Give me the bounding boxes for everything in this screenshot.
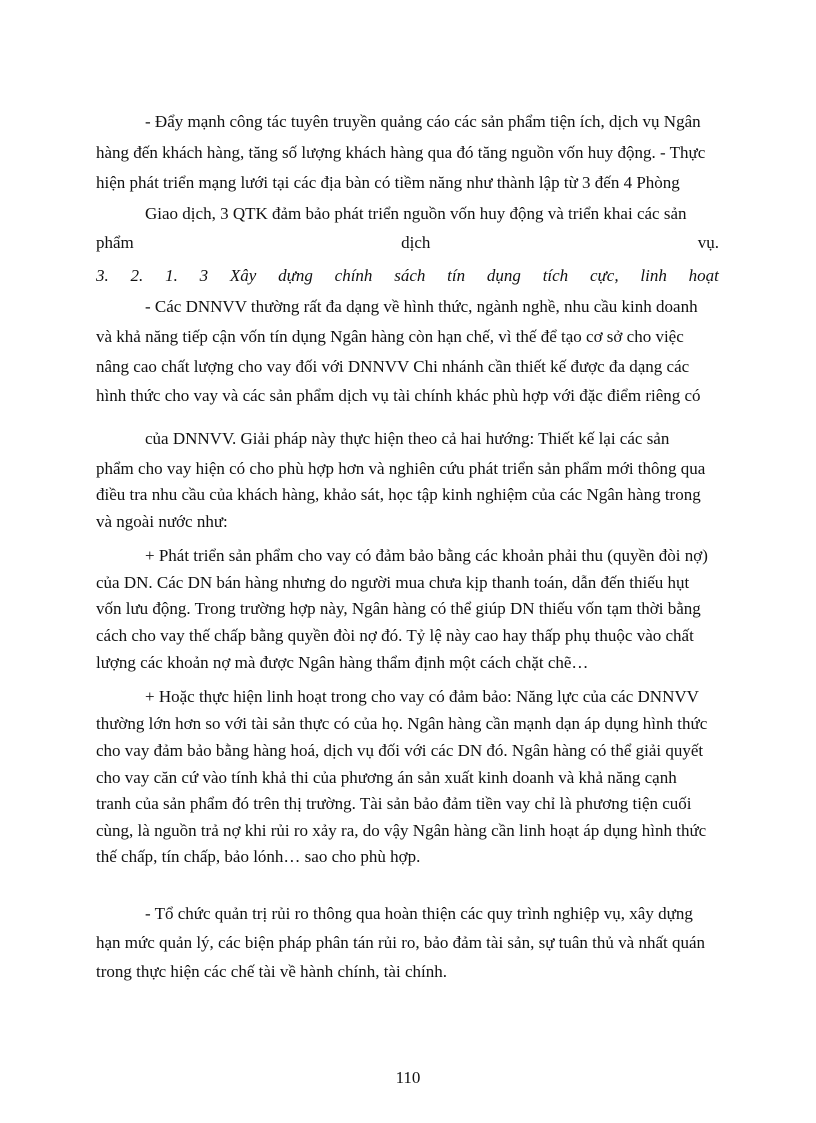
text-line: - Tổ chức quản trị rủi ro thông qua hoàn thiện các quy trình nghiệp vụ, xây dựng [145, 904, 693, 923]
word: phẩm [96, 233, 134, 252]
text-line: thế chấp, tín chấp, bảo lónh… sao cho phù hợp. [96, 847, 421, 866]
page-number: 110 [395, 1068, 421, 1087]
text-line: và khả năng tiếp cận vốn tín dụng Ngân hàng còn hạn chế, vì thế để tạo cơ sở cho việc [96, 327, 684, 346]
text-line: vốn lưu động. Trong trường hợp này, Ngân hàng có thể giúp DN thiếu vốn tạm thời bằng [96, 599, 701, 618]
heading-word: 3. [96, 266, 109, 285]
text-line: cùng, là nguồn trả nợ khi rủi ro xảy ra, do vậy Ngân hàng cần linh hoạt áp dụng hình thức [96, 821, 707, 840]
text-line: phẩm cho vay hiện có cho phù hợp hơn và nghiên cứu phát triển sản phẩm mới thông qua [96, 459, 706, 478]
text-line: và ngoài nước như: [96, 512, 228, 531]
heading-word: 2. [130, 266, 144, 285]
text-line: nâng cao chất lượng cho vay đối với DNNVV Chi nhánh cần thiết kế được đa dạng các [96, 357, 690, 376]
text-line: của DNNVV. Giải pháp này thực hiện theo cả hai hướng: Thiết kế lại các sản [145, 429, 670, 448]
word: dịch [401, 233, 431, 252]
heading-word: dụng [486, 266, 521, 285]
text-line-justified [96, 232, 719, 254]
heading-word: sách [394, 266, 426, 285]
text-line: + Hoặc thực hiện linh hoạt trong cho vay có đảm bảo: Năng lực của các DNNVV [145, 687, 699, 706]
heading-word: tín [447, 266, 466, 285]
heading-word: hoạt [688, 266, 719, 285]
text-line: + Phát triển sản phẩm cho vay có đảm bảo bằng các khoản phải thu (quyền đòi nợ) [145, 546, 708, 565]
text-line: hạn mức quản lý, các biện pháp phân tán rủi ro, bảo đảm tài sản, sự tuân thủ và nhất quán [96, 933, 706, 952]
text-line: hình thức cho vay và các sản phẩm dịch vụ tài chính khác phù hợp với đặc điểm riêng có [96, 386, 701, 405]
section-heading [96, 265, 719, 287]
word: vụ. [697, 233, 719, 252]
heading-word: 1. [165, 266, 178, 285]
text-line: hàng đến khách hàng, tăng số lượng khách hàng qua đó tăng nguồn vốn huy động. - Thực [96, 143, 706, 162]
heading-word: 3 [199, 266, 209, 285]
text-line: thường lớn hơn so với tài sản thực có của họ. Ngân hàng cần mạnh dạn áp dụng hình thức [96, 714, 708, 733]
heading-word: tích [542, 266, 569, 285]
text-line: tranh của sản phẩm đó trên thị trường. Tài sản bảo đảm tiền vay chỉ là phương tiện cuối [96, 794, 692, 813]
text-line: của DN. Các DN bán hàng nhưng do người mua chưa kịp thanh toán, dẫn đến thiếu hụt [96, 573, 690, 592]
text-line: trong thực hiện các chế tài về hành chính, tài chính. [96, 962, 447, 981]
text-line: điều tra nhu cầu của khách hàng, khảo sát, học tập kinh nghiệm của các Ngân hàng trong [96, 485, 701, 504]
text-line: - Đẩy mạnh công tác tuyên truyền quảng cáo các sản phẩm tiện ích, dịch vụ Ngân [145, 112, 701, 131]
text-line: Giao dịch, 3 QTK đảm bảo phát triển nguồn vốn huy động và triển khai các sản [145, 204, 687, 223]
text-line: - Các DNNVV thường rất đa dạng về hình thức, ngành nghề, nhu cầu kinh doanh [145, 297, 698, 316]
text-line: cách cho vay thế chấp bằng quyền đòi nợ đó. Tỷ lệ này cao hay thấp phụ thuộc vào chất [96, 626, 694, 645]
text-line: cho vay đảm bảo bằng hàng hoá, dịch vụ đối với các DN đó. Ngân hàng có thể giải quyết [96, 741, 704, 760]
heading-word: Xây [229, 266, 257, 285]
heading-word: linh [640, 266, 667, 285]
text-line: cho vay căn cứ vào tính khả thi của phương án sản xuất kinh doanh và khả năng cạnh [96, 768, 677, 787]
text-line: lượng các khoản nợ mà được Ngân hàng thẩm định một cách chặt chẽ… [96, 653, 589, 672]
heading-word: cực, [589, 266, 619, 285]
heading-word: dựng [278, 266, 313, 285]
heading-word: chính [334, 266, 373, 285]
text-line: hiện phát triển mạng lưới tại các địa bàn có tiềm năng như thành lập từ 3 đến 4 Phòng [96, 173, 680, 192]
